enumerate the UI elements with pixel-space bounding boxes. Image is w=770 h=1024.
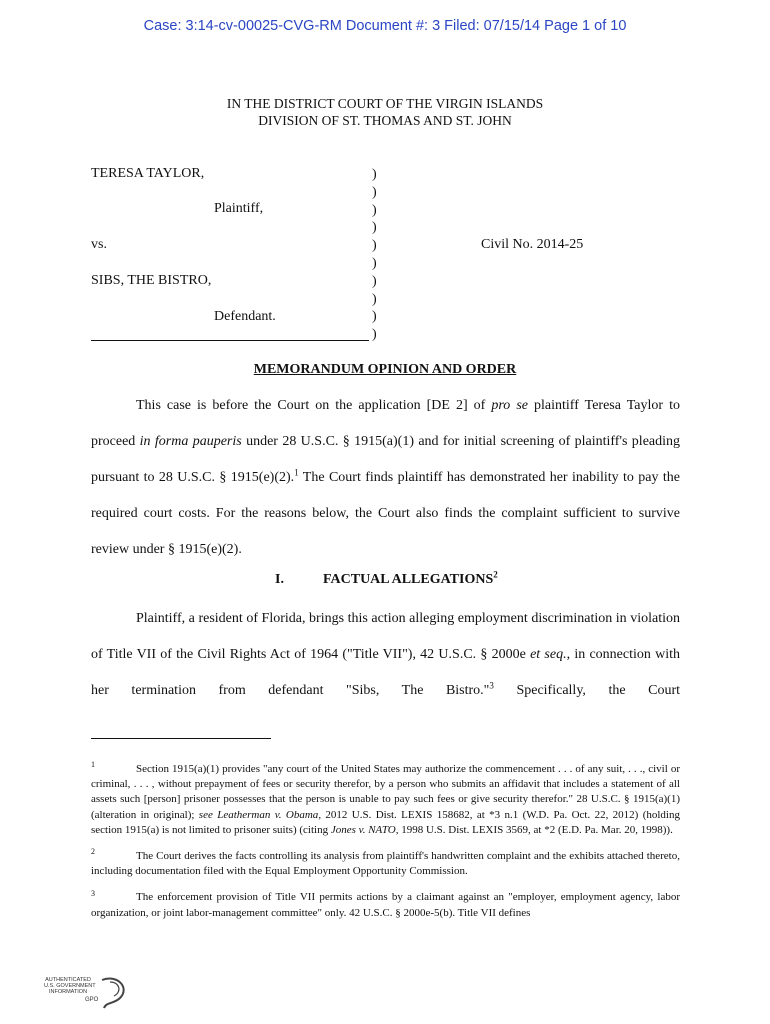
footnote-separator — [91, 738, 271, 739]
court-heading — [0, 95, 770, 129]
footnote-1-text: , 2012 U.S. Dist. LEXIS 158682, at *3 n.1 (W.D. Pa. Oct. 22, 2012) (holding section 1915(a) is not limited to prisoner suits) (citing — [91, 808, 680, 836]
court-name: IN THE DISTRICT COURT OF THE VIRGIN ISLANDS — [226, 96, 544, 111]
footnote-1-text: Section 1915(a)(1) provides "any court of the United States may authorize the commencement . . . of any suit, . . ., civil or criminal, . . . , without prepayment of fees or security therefor, by a person who submits an affidavit that includes a statement of all assets such [person] prisoner possesses that the person is unable to pay such fees or give security therefor." 28 U.S.C. § 1915(a)(1) (alteration in original); — [91, 763, 680, 821]
para2-text: Plaintiff, a resident of Florida, brings this action alleging employment discrimination in violation of Title VII of the Civil Rights Act of 1964 ("Title VII"), 42 U.S.C. § 2000e — [91, 611, 680, 662]
civil-number: Civil No. 2014-25 — [481, 237, 584, 252]
para2-text: Specifically, the Court — [493, 683, 680, 698]
document-title: MEMORANDUM OPINION AND ORDER — [253, 362, 517, 377]
gpo-label: GPO — [85, 997, 99, 1003]
paragraph-2 — [91, 601, 680, 709]
plaintiff-name: TERESA TAYLOR, — [91, 166, 205, 181]
footnote-2: 2 The Court derives the facts controlling its analysis from plaintiff's handwritten complaint and the exhibits attached thereto, including documentation filed with the Equal Employment Opportunity Commission. — [91, 847, 680, 878]
caption-parentheses: ) ) ) ) ) ) ) ) ) ) — [372, 167, 377, 343]
para1-text: plaintiff Teresa Taylor to proceed — [91, 398, 680, 449]
defendant-name: SIBS, THE BISTRO, — [91, 273, 212, 288]
court-division: DIVISION OF ST. THOMAS AND ST. JOHN — [258, 113, 512, 128]
footnote-ref-2: 2 — [493, 569, 498, 580]
footnote-3-text: The enforcement provision of Title VII permits actions by a claimant against an "employer, employment agency, labor organization, or joint labor-management committee" only. 42 U.S.C. § 2000e-5(b). Title VII defines — [91, 891, 680, 919]
versus-label: vs. — [91, 237, 107, 252]
footnotes — [91, 762, 680, 932]
plaintiff-role: Plaintiff, — [214, 201, 264, 216]
footnote-1-text: , 1998 U.S. Dist. LEXIS 3569, at *2 (E.D. Pa. Mar. 20, 1998)). — [395, 823, 673, 836]
footnote-1-italic: Jones v. NATO — [330, 823, 396, 836]
footnote-ref-3: 3 — [489, 680, 494, 691]
defendant-role: Defendant. — [214, 309, 276, 324]
footnote-ref-1: 1 — [294, 467, 299, 478]
caption-rule — [91, 340, 369, 341]
section-number: I. — [275, 572, 284, 587]
para1-italic-pro-se: pro se — [491, 398, 528, 413]
para2-text: , in connection with her termination from defendant "Sibs, The Bistro." — [91, 647, 681, 698]
para1-text: under 28 U.S.C. § 1915(a)(1) and for initial screening of plaintiff's pleading pursuant to 28 U.S.C. § 1915(e)(2). — [91, 434, 681, 485]
gpo-authentication-text: AUTHENTICATED U.S. GOVERNMENT INFORMATION — [44, 977, 96, 995]
para1-italic-ifp: in forma pauperis — [139, 434, 242, 449]
footnote-1: 1 Section 1915(a)(1) provides "any court of the United States may authorize the commencement . . . of any suit, . . ., civil or criminal, . . . , without prepayment of fees or security therefor, by a person who submits an affidavit that includes a statement of all assets such [person] prisoner possesses that the person is unable to pay such fees or give security therefor." 28 U.S.C. § 1915(a)(1) (alteration in original); see Leatherman v. Obama, 2012 U.S. Dist. LEXIS 158682, at *3 n.1 (W.D. Pa. Oct. 22, 2012) (holding section 1915(a) is not limited to prisoner suits) (citing Jones v. NATO, 1998 U.S. Dist. LEXIS 3569, at *2 (E.D. Pa. Mar. 20, 1998)). — [91, 760, 680, 836]
para1-text: This case is before the Court on the application [DE 2] of — [136, 398, 492, 413]
section-title: FACTUAL ALLEGATIONS — [323, 572, 494, 587]
para1-text: The Court finds plaintiff has demonstrated her inability to pay the required court costs. For the reasons below, the Court also finds the complaint sufficient to survive review under § 1915(e)(2). — [91, 470, 681, 557]
para2-italic-et-seq: et seq. — [530, 647, 567, 662]
footnote-3: 3 The enforcement provision of Title VII permits actions by a claimant against an "employer, employment agency, labor organization, or joint labor-management committee" only. 42 U.S.C. § 2000e-5(b). Title VII defines — [91, 888, 680, 919]
paragraph-1 — [91, 388, 680, 568]
footnote-2-text: The Court derives the facts controlling its analysis from plaintiff's handwritten complaint and the exhibits attached thereto, including documentation filed with the Equal Employment Opportunity Commission. — [91, 850, 680, 878]
footnote-1-italic: see Leatherman v. Obama — [198, 808, 319, 821]
case-header: Case: 3:14-cv-00025-CVG-RM Document #: 3 Filed: 07/15/14 Page 1 of 10 — [143, 18, 627, 34]
section-title-wrap — [323, 569, 498, 588]
